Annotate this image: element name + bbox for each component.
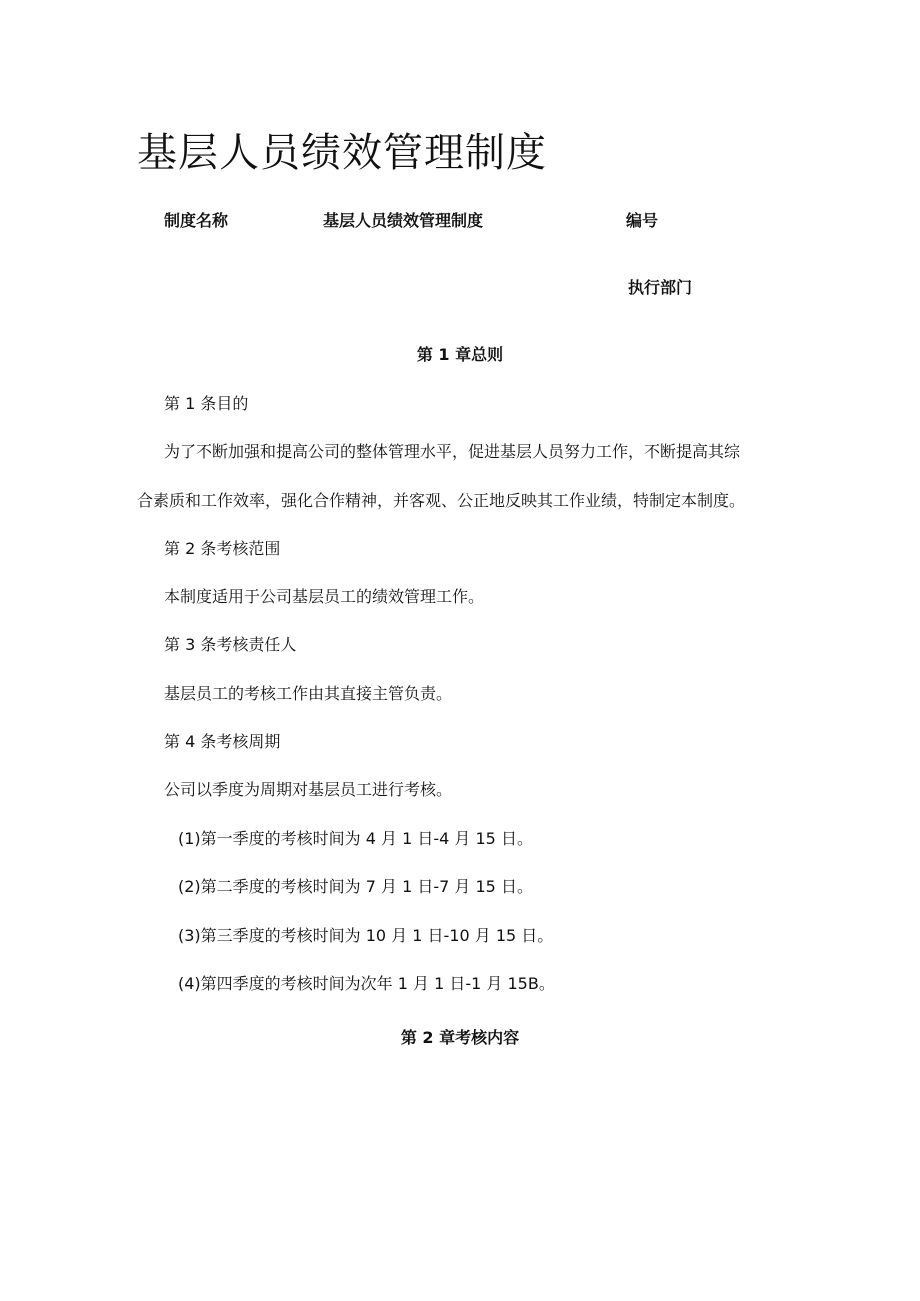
article-4-heading: 第 4 条考核周期 (164, 732, 281, 751)
list-item: (1)第一季度的考核时间为 4 月 1 日-4 月 15 日。 (178, 829, 533, 848)
list-item: (2)第二季度的考核时间为 7 月 1 日-7 月 15 日。 (178, 877, 533, 896)
list-item: (3)第三季度的考核时间为 10 月 1 日-10 月 15 日。 (178, 926, 554, 945)
article-2-text: 本制度适用于公司基层员工的绩效管理工作。 (164, 587, 485, 606)
number-label: 编号 (626, 211, 659, 230)
list-item: (4)第四季度的考核时间为次年 1 月 1 日-1 月 15B。 (178, 974, 555, 993)
name-value: 基层人员绩效管理制度 (323, 211, 484, 230)
article-4-text: 公司以季度为周期对基层员工进行考核。 (164, 780, 453, 799)
article-3-text: 基层员工的考核工作由其直接主管负责。 (164, 684, 453, 703)
document-title: 基层人员绩效管理制度 (137, 130, 547, 176)
article-1-line-1: 为了不断加强和提高公司的整体管理水平，促进基层人员努力工作，不断提高其综 (164, 442, 741, 461)
article-2-heading: 第 2 条考核范围 (164, 539, 281, 558)
chapter-2-heading: 第 2 章考核内容 (400, 1028, 520, 1047)
article-1-line-2: 合素质和工作效率，强化合作精神，并客观、公正地反映其工作业绩，特制定本制度。 (137, 491, 746, 510)
article-3-heading: 第 3 条考核责任人 (164, 635, 297, 654)
department-label: 执行部门 (628, 278, 693, 297)
article-1-heading: 第 1 条目的 (164, 394, 249, 413)
name-label: 制度名称 (164, 211, 229, 230)
chapter-1-heading: 第 1 章总则 (416, 345, 504, 364)
